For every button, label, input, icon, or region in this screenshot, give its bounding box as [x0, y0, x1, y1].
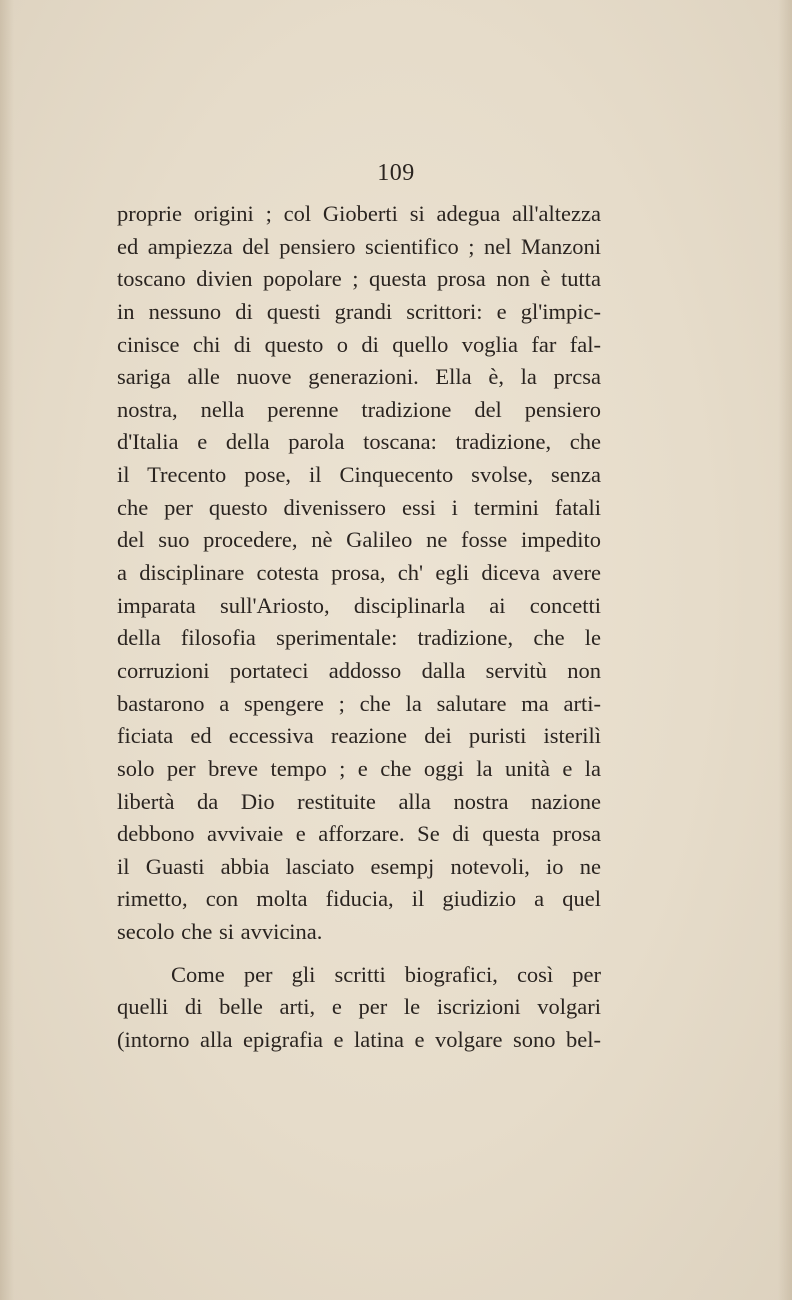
text-line: che per questo divenissero essi i termini fatali [117, 494, 601, 520]
body-text [117, 198, 601, 1057]
text-line: in nessuno di questi grandi scrittori: e gl'impic- [117, 298, 601, 324]
paragraph-gap [117, 949, 601, 959]
text-line: nostra, nella perenne tradizione del pensiero [117, 396, 601, 422]
text-line: ed ampiezza del pensiero scientifico ; nel Manzoni [117, 233, 601, 259]
text-line: Come per gli scritti biografici, così per [171, 961, 601, 987]
text-line: imparata sull'Ariosto, disciplinarla ai concetti [117, 592, 601, 618]
text-line: cinisce chi di questo o di quello voglia far fal- [117, 331, 601, 357]
text-line: rimetto, con molta fiducia, il giudizio a quel [117, 886, 601, 912]
text-line: d'Italia e della parola toscana: tradizione, che [117, 429, 601, 455]
paragraph [117, 959, 601, 1057]
text-line: della filosofia sperimentale: tradizione, che le [117, 625, 601, 651]
page-right-edge [778, 0, 792, 1300]
text-line: ficiata ed eccessiva reazione dei puristi isterilì [117, 723, 601, 749]
text-line: proprie origini ; col Gioberti si adegua all'altezza [117, 201, 601, 226]
text-line: solo per breve tempo ; e che oggi la unità e la [117, 755, 601, 781]
text-line: bastarono a spengere ; che la salutare ma arti- [117, 690, 601, 716]
text-line: debbono avvivaie e afforzare. Se di questa prosa [117, 821, 601, 847]
paragraph [117, 198, 601, 949]
text-line: libertà da Dio restituite alla nostra nazione [117, 788, 601, 814]
text-line: del suo procedere, nè Galileo ne fosse impedito [117, 527, 601, 553]
text-line: quelli di belle arti, e per le iscrizioni volgari [117, 994, 601, 1020]
text-line: a disciplinare cotesta prosa, ch' egli diceva avere [117, 560, 601, 586]
text-line: il Guasti abbia lasciato esempj notevoli, io ne [117, 853, 601, 879]
text-line: toscano divien popolare ; questa prosa non è tutta [117, 266, 601, 292]
page-left-edge [0, 0, 14, 1300]
text-line: secolo che si avvicina. [117, 919, 323, 945]
text-line: il Trecento pose, il Cinquecento svolse, senza [117, 462, 601, 488]
text-line: sariga alle nuove generazioni. Ella è, la prcsa [117, 364, 601, 390]
text-line: corruzioni portateci addosso dalla servitù non [117, 657, 601, 683]
page-number: 109 [377, 160, 415, 186]
text-line: (intorno alla epigrafia e latina e volgare sono bel- [117, 1027, 601, 1053]
